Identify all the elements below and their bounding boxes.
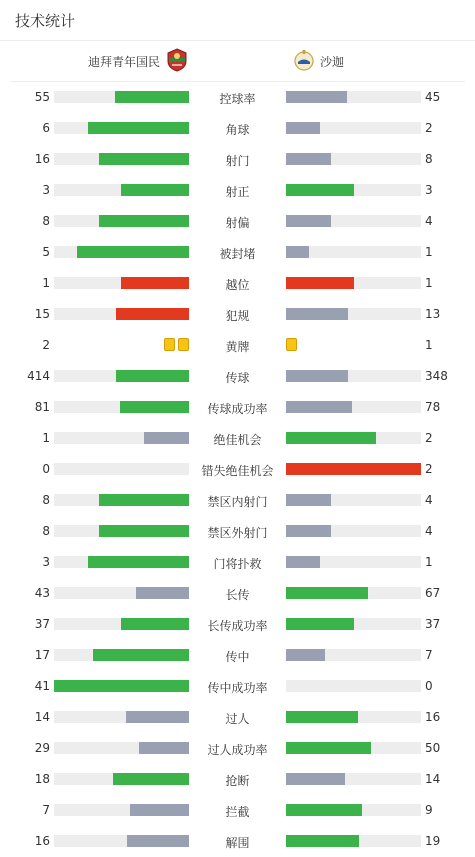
away-stat-value: 0 xyxy=(425,679,433,693)
away-stat-bar-fill xyxy=(286,525,331,537)
away-stat-bar-fill xyxy=(286,742,371,754)
away-stat-value: 13 xyxy=(425,307,441,321)
home-stat-bar-fill xyxy=(126,711,189,723)
away-stat-bar xyxy=(286,463,421,475)
home-stat-bar xyxy=(54,742,189,754)
away-yellow-cards xyxy=(286,338,297,351)
home-stat-value: 6 xyxy=(42,121,50,135)
stat-row xyxy=(0,205,475,236)
away-stat-bar-fill xyxy=(286,153,331,165)
home-stat-bar xyxy=(54,525,189,537)
away-stat-bar xyxy=(286,587,421,599)
away-team-name: 沙迦 xyxy=(320,54,345,69)
stat-row xyxy=(0,174,475,205)
away-stat-bar-fill xyxy=(286,649,325,661)
away-stat-bar xyxy=(286,91,421,103)
home-stat-value: 8 xyxy=(42,214,50,228)
stat-label: 越位 xyxy=(225,278,250,292)
stat-row xyxy=(0,639,475,670)
away-stat-bar xyxy=(286,804,421,816)
away-stat-bar-fill xyxy=(286,494,331,506)
home-stat-bar xyxy=(54,649,189,661)
stat-row xyxy=(0,112,475,143)
away-stat-bar xyxy=(286,680,421,692)
away-stat-value: 14 xyxy=(425,772,441,786)
away-stat-bar-fill xyxy=(286,122,320,134)
away-stat-bar xyxy=(286,649,421,661)
home-stat-bar-fill xyxy=(121,618,189,630)
away-stat-bar xyxy=(286,215,421,227)
stat-row xyxy=(0,143,475,174)
away-stat-bar-fill xyxy=(286,246,309,258)
away-stat-value: 2 xyxy=(425,121,433,135)
home-yellow-cards xyxy=(164,338,189,351)
stat-label: 犯规 xyxy=(225,309,250,323)
stat-label: 长传 xyxy=(225,588,250,602)
stat-label: 传球成功率 xyxy=(207,402,268,416)
stat-label: 过人 xyxy=(225,712,250,726)
home-stat-bar-fill xyxy=(144,432,189,444)
away-stat-bar-fill xyxy=(286,184,354,196)
home-team[interactable] xyxy=(88,41,190,81)
home-stat-bar xyxy=(54,246,189,258)
stat-row xyxy=(0,422,475,453)
stat-label: 黄牌 xyxy=(225,340,250,354)
yellow-card-icon xyxy=(178,338,189,351)
stat-label: 角球 xyxy=(225,123,250,137)
home-stat-value: 18 xyxy=(34,772,50,786)
home-stat-bar-fill xyxy=(121,184,189,196)
away-stat-value: 7 xyxy=(425,648,433,662)
home-stat-bar-fill xyxy=(116,308,189,320)
stat-label: 射正 xyxy=(225,185,250,199)
away-stat-bar xyxy=(286,618,421,630)
home-stat-bar xyxy=(54,277,189,289)
away-stat-bar-fill xyxy=(286,215,331,227)
away-stat-bar xyxy=(286,370,421,382)
home-stat-value: 55 xyxy=(34,90,50,104)
home-stat-bar xyxy=(54,711,189,723)
home-team-name: 迪拜青年国民 xyxy=(87,54,160,69)
home-stat-value: 7 xyxy=(42,803,50,817)
away-stat-value: 4 xyxy=(425,493,433,507)
home-stat-bar xyxy=(54,432,189,444)
away-stat-value: 45 xyxy=(425,90,441,104)
away-stat-bar-fill xyxy=(286,432,376,444)
home-stat-bar xyxy=(54,215,189,227)
stat-row xyxy=(0,701,475,732)
home-stat-value: 5 xyxy=(42,245,50,259)
home-stat-value: 29 xyxy=(34,741,50,755)
stats-list xyxy=(0,81,475,856)
home-stat-bar xyxy=(54,556,189,568)
away-stat-bar xyxy=(286,494,421,506)
home-stat-value: 37 xyxy=(34,617,50,631)
home-stat-bar-fill xyxy=(54,680,189,692)
away-stat-bar xyxy=(286,122,421,134)
away-stat-bar xyxy=(286,556,421,568)
away-team-crest-icon xyxy=(292,47,316,76)
away-stat-bar-fill xyxy=(286,401,352,413)
stat-label: 传中成功率 xyxy=(207,681,268,695)
home-stat-bar-fill xyxy=(99,494,189,506)
home-stat-bar xyxy=(54,463,189,475)
away-stat-value: 37 xyxy=(425,617,441,631)
home-stat-bar xyxy=(54,184,189,196)
away-stat-bar-fill xyxy=(286,618,354,630)
away-stat-value: 50 xyxy=(425,741,441,755)
home-stat-bar xyxy=(54,773,189,785)
page-title: 技术统计 xyxy=(15,11,76,30)
away-stat-bar-fill xyxy=(286,711,358,723)
away-stat-value: 2 xyxy=(425,431,433,445)
home-stat-value: 3 xyxy=(42,555,50,569)
home-stat-value: 1 xyxy=(42,431,50,445)
stat-row xyxy=(0,391,475,422)
stat-row xyxy=(0,267,475,298)
away-stat-bar-fill xyxy=(286,370,348,382)
stat-row xyxy=(0,670,475,701)
away-stat-bar xyxy=(286,773,421,785)
stat-label: 射偏 xyxy=(225,216,250,230)
home-stat-value: 3 xyxy=(42,183,50,197)
away-stat-value: 1 xyxy=(425,555,433,569)
away-stat-value: 348 xyxy=(425,369,448,383)
home-stat-bar-fill xyxy=(116,370,189,382)
home-stat-bar xyxy=(54,835,189,847)
stat-row xyxy=(0,484,475,515)
home-stat-bar xyxy=(54,122,189,134)
away-stat-bar-fill xyxy=(286,463,421,475)
home-stat-bar xyxy=(54,370,189,382)
stat-row xyxy=(0,81,475,112)
away-stat-value: 8 xyxy=(425,152,433,166)
section-header xyxy=(0,0,475,41)
stat-row xyxy=(0,825,475,856)
home-team-crest-icon xyxy=(164,47,190,76)
stat-label: 射门 xyxy=(225,154,250,168)
stat-row xyxy=(0,794,475,825)
stat-label: 门将扑救 xyxy=(213,557,262,571)
home-stat-value: 16 xyxy=(34,152,50,166)
home-stat-bar xyxy=(54,804,189,816)
home-stat-value: 414 xyxy=(27,369,50,383)
away-stat-bar xyxy=(286,835,421,847)
home-stat-bar-fill xyxy=(113,773,189,785)
stat-label: 抢断 xyxy=(225,774,250,788)
stat-row xyxy=(0,329,475,360)
away-stat-bar-fill xyxy=(286,804,362,816)
home-stat-bar xyxy=(54,91,189,103)
away-stat-value: 1 xyxy=(425,245,433,259)
home-stat-bar-fill xyxy=(136,587,189,599)
home-stat-value: 17 xyxy=(34,648,50,662)
away-team[interactable] xyxy=(292,41,344,81)
home-stat-bar-fill xyxy=(99,525,189,537)
away-stat-value: 78 xyxy=(425,400,441,414)
teams-row xyxy=(10,41,465,82)
stat-label: 过人成功率 xyxy=(207,743,268,757)
home-stat-value: 81 xyxy=(34,400,50,414)
home-stat-bar xyxy=(54,153,189,165)
yellow-card-icon xyxy=(286,338,297,351)
home-stat-value: 41 xyxy=(34,679,50,693)
away-stat-bar-fill xyxy=(286,308,348,320)
stat-label: 控球率 xyxy=(219,92,256,106)
away-stat-bar xyxy=(286,401,421,413)
away-stat-bar xyxy=(286,525,421,537)
away-stat-value: 1 xyxy=(425,276,433,290)
stat-row xyxy=(0,360,475,391)
home-stat-value: 43 xyxy=(34,586,50,600)
stat-label: 被封堵 xyxy=(219,247,256,261)
away-stat-bar xyxy=(286,153,421,165)
home-stat-bar xyxy=(54,587,189,599)
away-stat-bar-fill xyxy=(286,773,345,785)
home-stat-bar-fill xyxy=(130,804,189,816)
stat-label: 解围 xyxy=(225,836,250,850)
stat-label: 传球 xyxy=(225,371,250,385)
home-stat-value: 15 xyxy=(34,307,50,321)
home-stat-value: 2 xyxy=(42,338,50,352)
home-stat-value: 1 xyxy=(42,276,50,290)
home-stat-bar xyxy=(54,308,189,320)
away-stat-bar xyxy=(286,246,421,258)
away-stat-value: 1 xyxy=(425,338,433,352)
home-stat-bar-fill xyxy=(127,835,189,847)
stat-row xyxy=(0,298,475,329)
stat-row xyxy=(0,577,475,608)
stat-label: 长传成功率 xyxy=(207,619,268,633)
stat-label: 拦截 xyxy=(225,805,250,819)
home-stat-bar-fill xyxy=(99,215,189,227)
stat-row xyxy=(0,732,475,763)
away-stat-bar xyxy=(286,742,421,754)
home-stat-value: 0 xyxy=(42,462,50,476)
home-stat-bar-fill xyxy=(88,122,189,134)
home-stat-bar xyxy=(54,494,189,506)
home-stat-bar-fill xyxy=(93,649,189,661)
home-stat-bar-fill xyxy=(77,246,189,258)
home-stat-bar xyxy=(54,401,189,413)
yellow-card-icon xyxy=(164,338,175,351)
away-stat-bar xyxy=(286,277,421,289)
away-stat-bar-fill xyxy=(286,835,359,847)
stat-label: 错失绝佳机会 xyxy=(201,464,274,478)
home-stat-value: 16 xyxy=(34,834,50,848)
away-stat-value: 2 xyxy=(425,462,433,476)
home-stat-bar-fill xyxy=(121,277,189,289)
away-stat-value: 4 xyxy=(425,524,433,538)
stat-label: 禁区内射门 xyxy=(207,495,268,509)
away-stat-value: 9 xyxy=(425,803,433,817)
home-stat-bar-fill xyxy=(88,556,189,568)
home-stat-bar-fill xyxy=(99,153,189,165)
home-stat-value: 14 xyxy=(34,710,50,724)
home-stat-bar xyxy=(54,680,189,692)
home-stat-bar-fill xyxy=(139,742,189,754)
away-stat-value: 67 xyxy=(425,586,441,600)
away-stat-bar-fill xyxy=(286,556,320,568)
stat-row xyxy=(0,236,475,267)
home-stat-bar xyxy=(54,618,189,630)
stat-row xyxy=(0,763,475,794)
stat-row xyxy=(0,515,475,546)
away-stat-value: 16 xyxy=(425,710,441,724)
stat-row xyxy=(0,546,475,577)
home-stat-value: 8 xyxy=(42,493,50,507)
stat-row xyxy=(0,608,475,639)
home-stat-bar-fill xyxy=(115,91,189,103)
stat-label: 绝佳机会 xyxy=(213,433,262,447)
away-stat-bar xyxy=(286,184,421,196)
away-stat-bar-fill xyxy=(286,587,368,599)
away-stat-bar-fill xyxy=(286,91,347,103)
home-stat-value: 8 xyxy=(42,524,50,538)
away-stat-bar xyxy=(286,432,421,444)
stat-label: 传中 xyxy=(225,650,250,664)
away-stat-bar-fill xyxy=(286,277,354,289)
stat-label: 禁区外射门 xyxy=(207,526,268,540)
home-stat-bar-fill xyxy=(120,401,189,413)
away-stat-value: 19 xyxy=(425,834,441,848)
away-stat-bar xyxy=(286,308,421,320)
away-stat-value: 4 xyxy=(425,214,433,228)
stat-row xyxy=(0,453,475,484)
away-stat-value: 3 xyxy=(425,183,433,197)
away-stat-bar xyxy=(286,711,421,723)
